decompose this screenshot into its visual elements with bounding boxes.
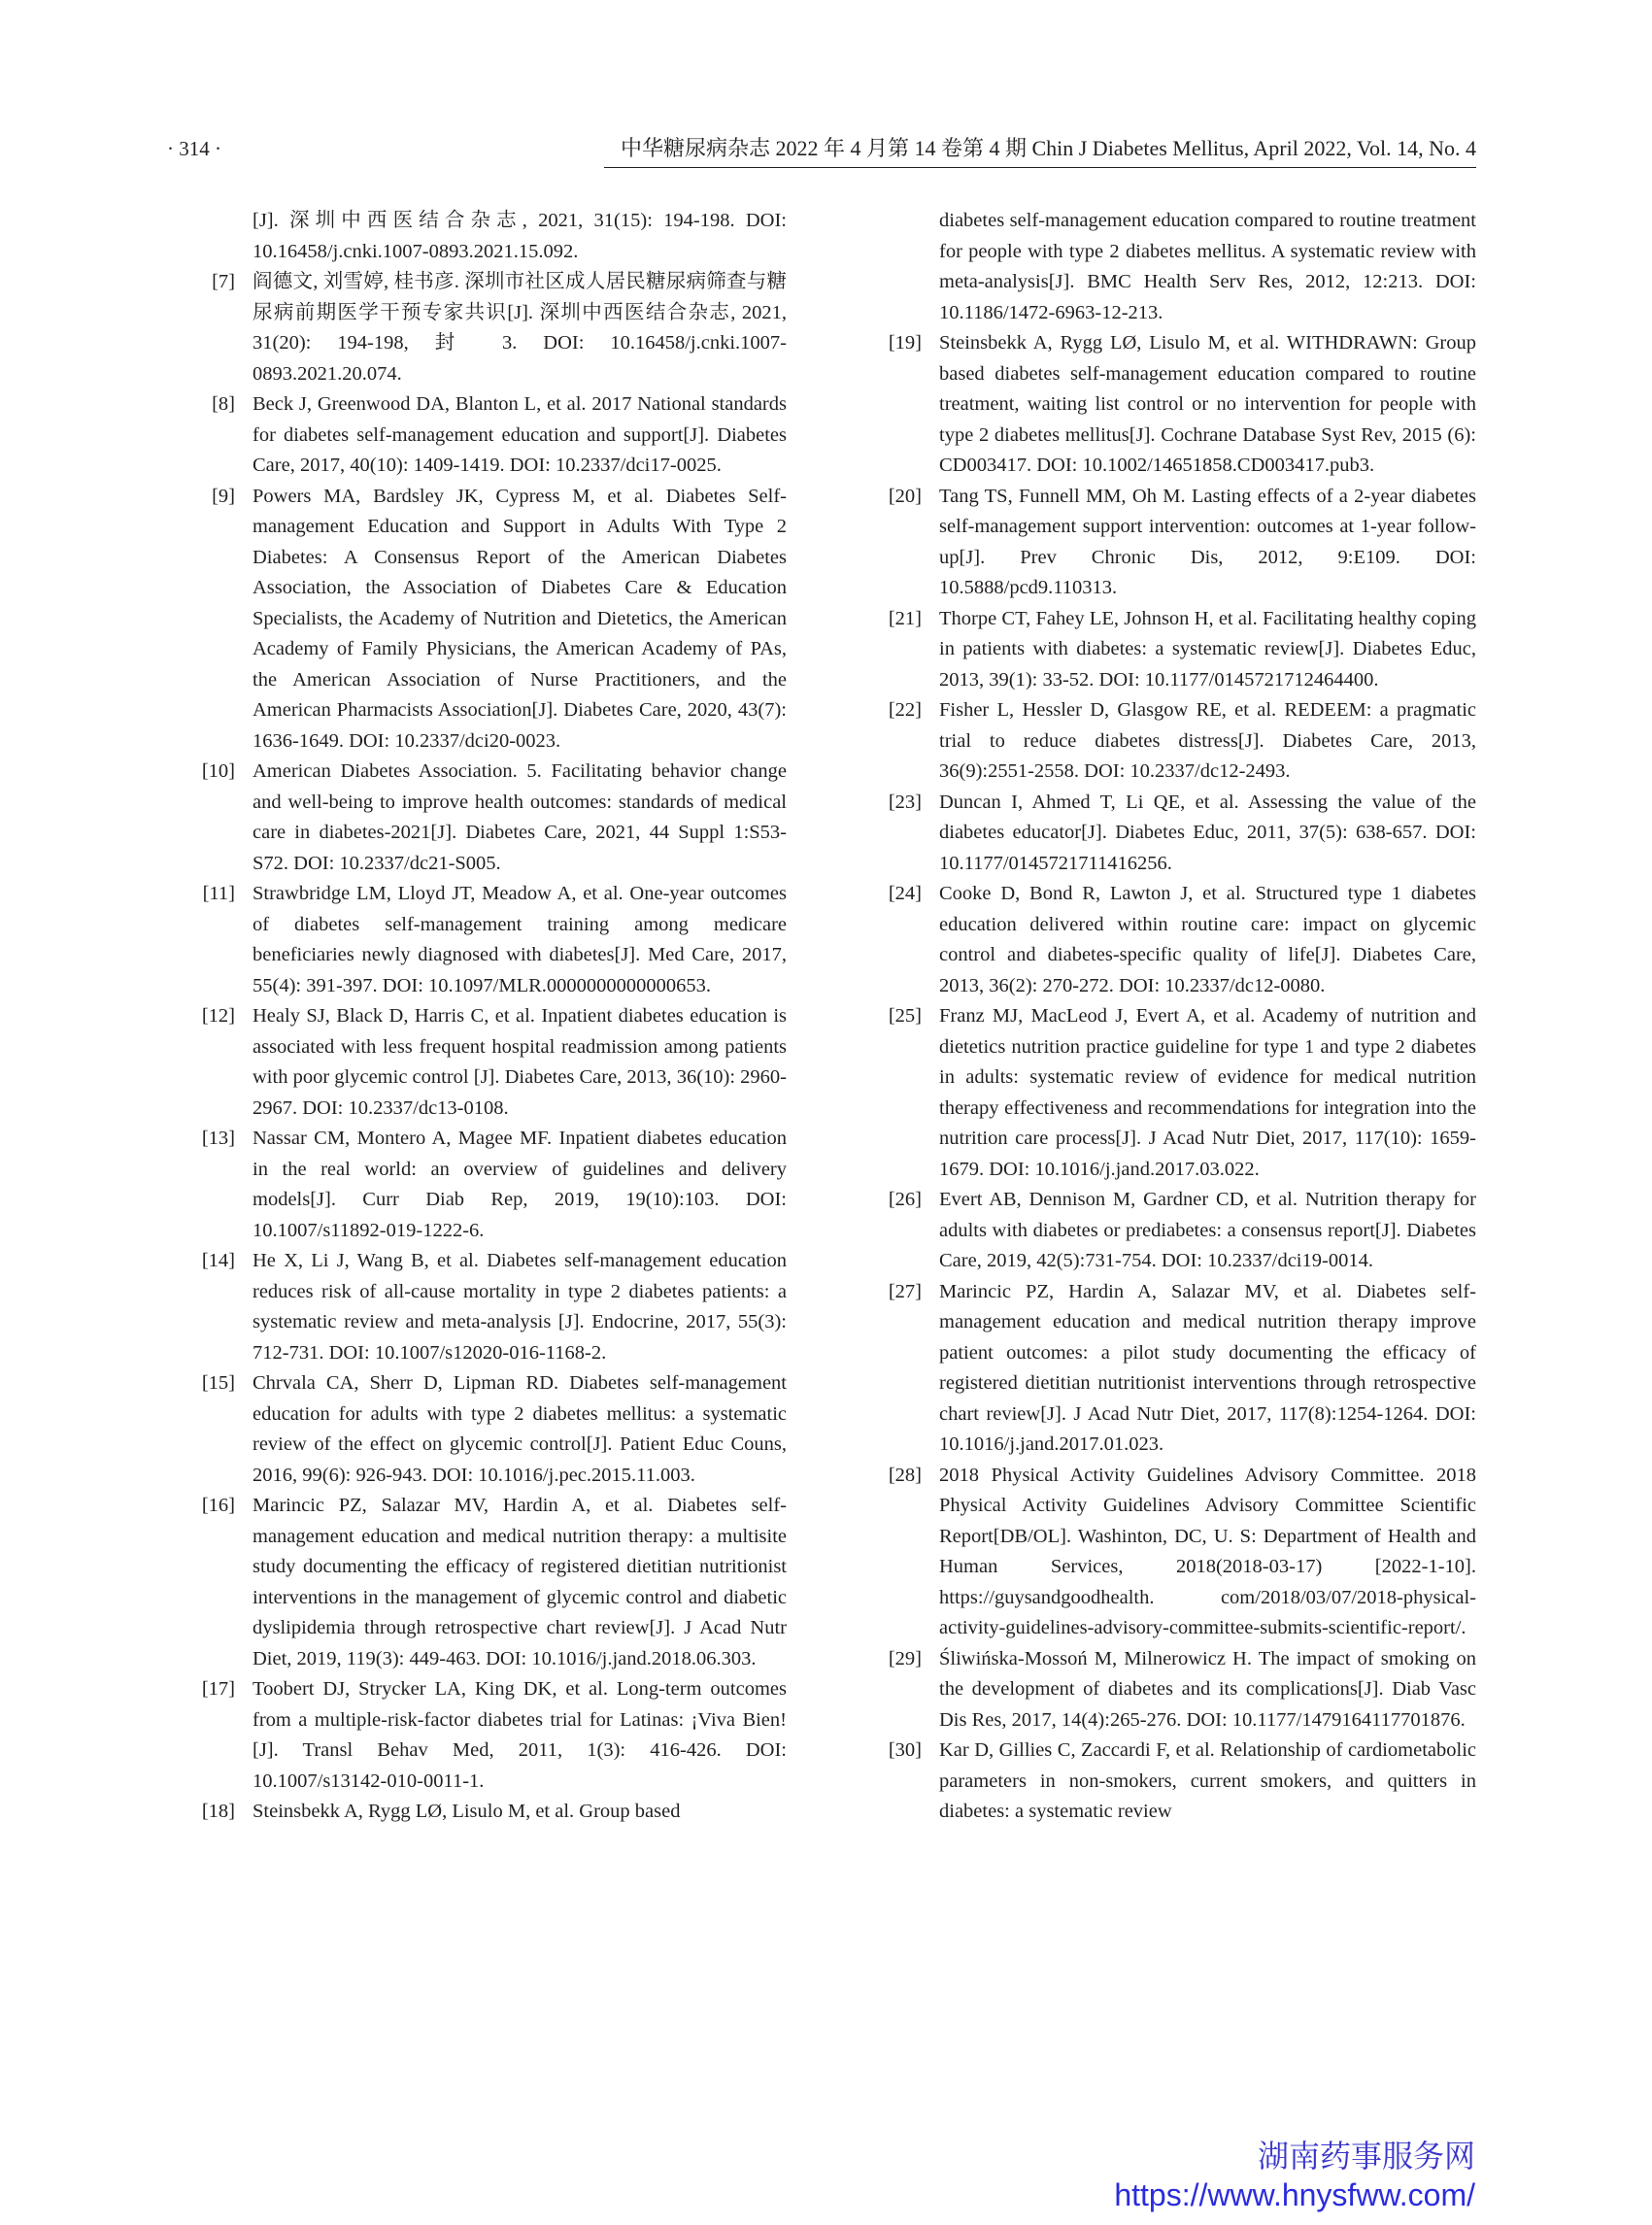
reference-number: [9] <box>212 485 235 507</box>
page-header <box>167 132 1476 165</box>
reference-item <box>181 206 787 267</box>
reference-item <box>181 879 787 1001</box>
reference-item <box>181 1368 787 1491</box>
reference-text: diabetes self-management education compared to routine treatment for people with type 2 diabetes mellitus. A systematic review with meta-analysis[J]. BMC Health Serv Res, 2012, 12:213. DOI: 10.1186/1472-6963-12-213. <box>939 210 1476 323</box>
reference-item <box>867 1001 1476 1185</box>
reference-text: Steinsbekk A, Rygg LØ, Lisulo M, et al. WITHDRAWN: Group based diabetes self-management education compared to routine treatment, waiting list control or no intervention for people with type 2 diabetes mellitus[J]. Cochrane Database Syst Rev, 2015 (6): CD003417. DOI: 10.1002/14651858.CD003417.pub3. <box>939 332 1476 476</box>
reference-number: [24] <box>888 883 922 904</box>
reference-item <box>867 1185 1476 1277</box>
reference-text: 2018 Physical Activity Guidelines Advisory Committee. 2018 Physical Activity Guidelines Advisory Committee Scientific Report[DB/OL]. Washinton, DC, U. S: Department of Health and Human Services, 2018(2018-03-17) [2022-1-10]. https://guysandgoodhealth. com/2018/03/07/2018-physical-activity-guidelines-advisory-committee-submits-scientific-report/. <box>939 1464 1476 1638</box>
reference-item <box>181 267 787 389</box>
reference-item <box>867 1736 1476 1828</box>
reference-text: Nassar CM, Montero A, Magee MF. Inpatient diabetes education in the real world: an overview of guidelines and delivery models[J]. Curr Diab Rep, 2019, 19(10):103. DOI: 10.1007/s11892-019-1222-6. <box>253 1128 787 1241</box>
reference-text: Beck J, Greenwood DA, Blanton L, et al. 2017 National standards for diabetes self-management education and support[J]. Diabetes Care, 2017, 40(10): 1409-1419. DOI: 10.2337/dci17-0025. <box>253 393 787 476</box>
reference-text: Śliwińska-Mossoń M, Milnerowicz H. The impact of smoking on the development of diabetes and its complications[J]. Diab Vasc Dis Res, 2017, 14(4):265-276. DOI: 10.1177/1479164117701876. <box>939 1647 1476 1731</box>
reference-item <box>181 1674 787 1797</box>
reference-text: Kar D, Gillies C, Zaccardi F, et al. Relationship of cardiometabolic parameters in non-smokers, current smokers, and quitters in diabetes: a systematic review <box>939 1739 1476 1822</box>
reference-item <box>867 206 1476 328</box>
reference-number: [16] <box>201 1495 235 1516</box>
reference-number: [10] <box>201 760 235 782</box>
left-column <box>181 206 787 1828</box>
watermark-url[interactable]: https://www.hnysfww.com/ <box>1114 2177 1475 2212</box>
reference-text: Steinsbekk A, Rygg LØ, Lisulo M, et al. Group based <box>253 1801 681 1822</box>
reference-number: [11] <box>202 883 235 904</box>
reference-number: [27] <box>888 1280 922 1302</box>
reference-number: [7] <box>212 271 235 292</box>
reference-item <box>867 1461 1476 1644</box>
reference-number: [17] <box>201 1678 235 1700</box>
reference-number: [22] <box>888 699 922 721</box>
reference-item <box>181 757 787 879</box>
watermark-title: 湖南药事服务网 <box>1257 2138 1475 2174</box>
reference-text: Marincic PZ, Salazar MV, Hardin A, et al. Diabetes self-management education and medical nutrition therapy: a multisite study documenting the efficacy of registered dietitian nutritionist interventions in the management of glycemic control and diabetic dyslipidemia through retrospective chart review[J]. J Acad Nutr Diet, 2019, 119(3): 449-463. DOI: 10.1016/j.jand.2018.06.303. <box>253 1495 787 1669</box>
reference-number: [25] <box>888 1005 922 1027</box>
reference-text: American Diabetes Association. 5. Facilitating behavior change and well-being to improve health outcomes: standards of medical care in diabetes-2021[J]. Diabetes Care, 2021, 44 Suppl 1:S53-S72. DOI: 10.2337/dc21-S005. <box>253 760 787 874</box>
reference-item <box>867 879 1476 1001</box>
reference-text: Fisher L, Hessler D, Glasgow RE, et al. REDEEM: a pragmatic trial to reduce diabetes distress[J]. Diabetes Care, 2013, 36(9):2551-2558. DOI: 10.2337/dc12-2493. <box>939 699 1476 782</box>
reference-text: Thorpe CT, Fahey LE, Johnson H, et al. Facilitating healthy coping in patients with diabetes: a systematic review[J]. Diabetes Educ, 2013, 39(1): 33-52. DOI: 10.1177/0145721712464400. <box>939 607 1476 691</box>
reference-text: He X, Li J, Wang B, et al. Diabetes self-management education reduces risk of all-cause mortality in type 2 diabetes patients: a systematic review and meta-analysis [J]. Endocrine, 2017, 55(3): 712-731. DOI: 10.1007/s12020-016-1168-2. <box>253 1250 787 1364</box>
reference-item <box>867 604 1476 696</box>
reference-text: [J]. 深圳中西医结合杂志, 2021, 31(15): 194-198. DOI: 10.16458/j.cnki.1007-0893.2021.15.092. <box>253 210 787 262</box>
reference-number: [13] <box>201 1128 235 1149</box>
reference-number: [30] <box>888 1739 922 1761</box>
reference-item <box>181 1246 787 1368</box>
reference-number: [15] <box>201 1372 235 1394</box>
reference-item <box>867 1644 1476 1736</box>
reference-text: Marincic PZ, Hardin A, Salazar MV, et al. Diabetes self-management education and medical nutrition therapy improve patient outcomes: a pilot study documenting the efficacy of registered dietitian nutritionist interventions through retrospective chart review[J]. J Acad Nutr Diet, 2017, 117(8):1254-1264. DOI: 10.1016/j.jand.2017.01.023. <box>939 1280 1476 1455</box>
reference-item <box>867 328 1476 482</box>
reference-number: [8] <box>212 393 235 415</box>
reference-text: Powers MA, Bardsley JK, Cypress M, et al. Diabetes Self-management Education and Support in Adults With Type 2 Diabetes: A Consensus Report of the American Diabetes Association, the Association of Diabetes Care & Education Specialists, the Academy of Nutrition and Dietetics, the American Academy of Family Physicians, the American Academy of PAs, the American Association of Nurse Practitioners, and the American Pharmacists Association[J]. Diabetes Care, 2020, 43(7): 1636-1649. DOI: 10.2337/dci20-0023. <box>253 485 787 752</box>
reference-number: [20] <box>888 485 922 507</box>
reference-text: Tang TS, Funnell MM, Oh M. Lasting effects of a 2-year diabetes self-management support intervention: outcomes at 1-year follow-up[J]. Prev Chronic Dis, 2012, 9:E109. DOI: 10.5888/pcd9.110313. <box>939 485 1476 598</box>
reference-item <box>867 695 1476 788</box>
reference-item <box>181 1491 787 1674</box>
reference-item <box>867 482 1476 604</box>
reference-item <box>181 1124 787 1246</box>
reference-text: Duncan I, Ahmed T, Li QE, et al. Assessing the value of the diabetes educator[J]. Diabetes Educ, 2011, 37(5): 638-657. DOI: 10.1177/0145721711416256. <box>939 791 1476 874</box>
right-column <box>867 206 1476 1828</box>
watermark <box>1067 2137 1475 2214</box>
reference-number: [18] <box>201 1801 235 1822</box>
reference-text: Strawbridge LM, Lloyd JT, Meadow A, et al. One-year outcomes of diabetes self-management training among medicare beneficiaries newly diagnosed with diabetes[J]. Med Care, 2017, 55(4): 391-397. DOI: 10.1097/MLR.0000000000000653. <box>253 883 787 996</box>
reference-number: [14] <box>201 1250 235 1271</box>
reference-item <box>181 389 787 482</box>
reference-text: Healy SJ, Black D, Harris C, et al. Inpatient diabetes education is associated with less frequent hospital readmission among patients with poor glycemic control [J]. Diabetes Care, 2013, 36(10): 2960-2967. DOI: 10.2337/dc13-0108. <box>253 1005 787 1119</box>
reference-item <box>181 482 787 758</box>
reference-number: [12] <box>201 1005 235 1027</box>
reference-item <box>867 1277 1476 1461</box>
reference-item <box>181 1001 787 1124</box>
reference-text: Franz MJ, MacLeod J, Evert A, et al. Academy of nutrition and dietetics nutrition practice guideline for type 1 and type 2 diabetes in adults: systematic review of evidence for medical nutrition therapy effectiveness and recommendations for integration into the nutrition care process[J]. J Acad Nutr Diet, 2017, 117(10): 1659-1679. DOI: 10.1016/j.jand.2017.03.022. <box>939 1005 1476 1180</box>
reference-text: Evert AB, Dennison M, Gardner CD, et al. Nutrition therapy for adults with diabetes or prediabetes: a consensus report[J]. Diabetes Care, 2019, 42(5):731-754. DOI: 10.2337/dci19-0014. <box>939 1189 1476 1271</box>
reference-item <box>181 1797 787 1828</box>
journal-title: 中华糖尿病杂志 2022 年 4 月第 14 卷第 4 期 Chin J Diabetes Mellitus, April 2022, Vol. 14, No. 4 <box>604 132 1476 168</box>
reference-number: [28] <box>888 1464 922 1486</box>
reference-number: [26] <box>888 1189 922 1210</box>
reference-text: Chrvala CA, Sherr D, Lipman RD. Diabetes self-management education for adults with type 2 diabetes mellitus: a systematic review of the effect on glycemic control[J]. Patient Educ Couns, 2016, 99(6): 926-943. DOI: 10.1016/j.pec.2015.11.003. <box>253 1372 787 1486</box>
reference-number: [19] <box>888 332 922 354</box>
reference-text: Toobert DJ, Strycker LA, King DK, et al. Long-term outcomes from a multiple-risk-factor diabetes trial for Latinas: ¡Viva Bien! [J]. Transl Behav Med, 2011, 1(3): 416-426. DOI: 10.1007/s13142-010-0011-1. <box>253 1678 787 1792</box>
reference-number: [21] <box>888 607 922 629</box>
page-number: · 314 · <box>167 137 221 160</box>
reference-number: [29] <box>888 1647 922 1669</box>
reference-text: 阎德文, 刘雪婷, 桂书彦. 深圳市社区成人居民糖尿病筛查与糖尿病前期医学干预专家共识[J]. 深圳中西医结合杂志, 2021, 31(20): 194-198, 封 3. DOI: 10.16458/j.cnki.1007-0893.2021.20.074. <box>253 271 787 385</box>
reference-text: Cooke D, Bond R, Lawton J, et al. Structured type 1 diabetes education delivered within routine care: impact on glycemic control and diabetes-specific quality of life[J]. Diabetes Care, 2013, 36(2): 270-272. DOI: 10.2337/dc12-0080. <box>939 883 1476 996</box>
reference-number: [23] <box>888 791 922 813</box>
reference-item <box>867 788 1476 880</box>
